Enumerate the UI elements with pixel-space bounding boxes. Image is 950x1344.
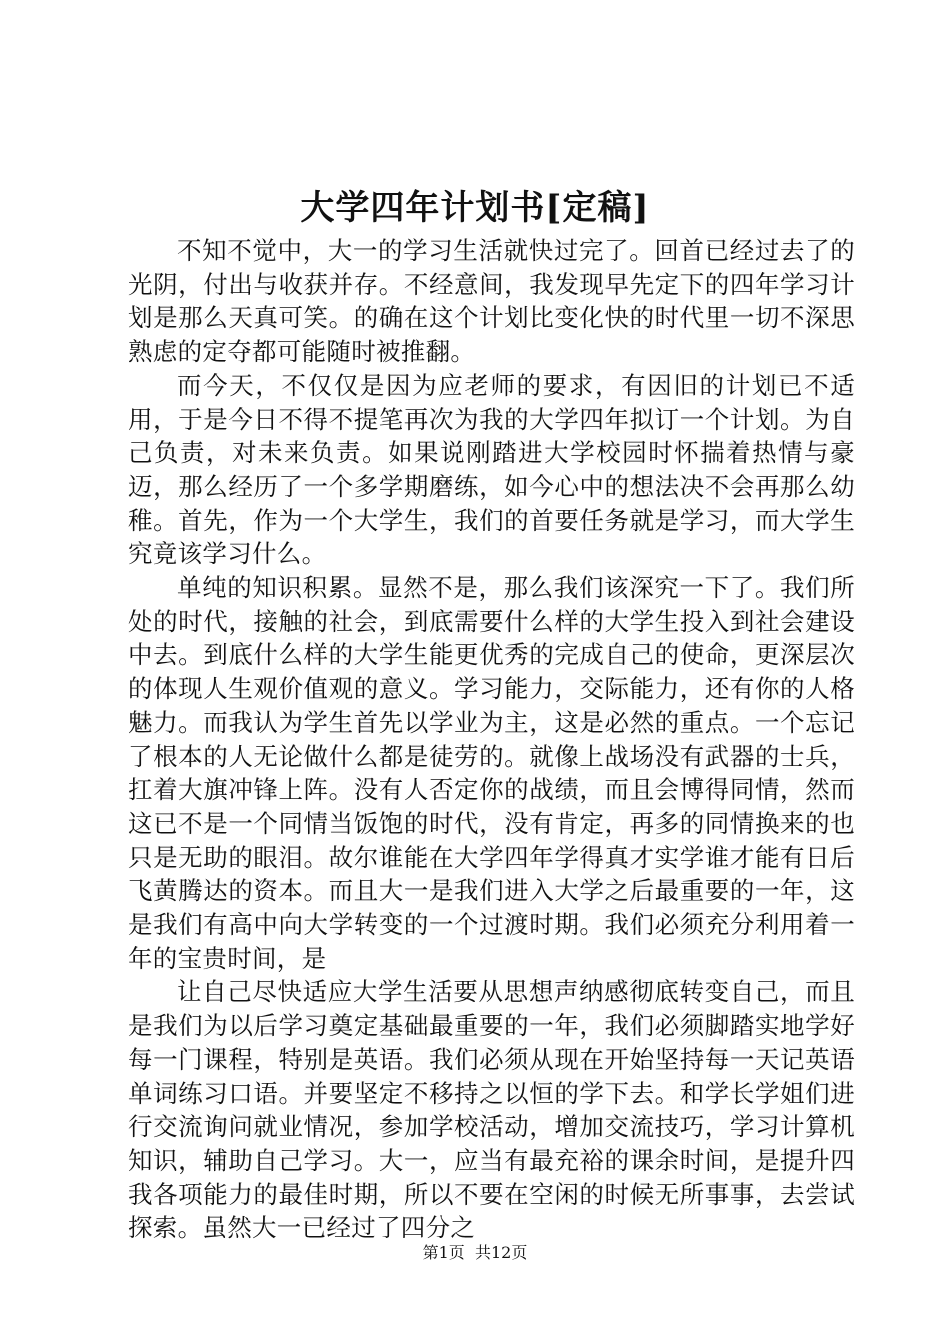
footer-separator (465, 1243, 475, 1262)
page-number: 第1页 (422, 1243, 465, 1262)
document-body (128, 234, 855, 1245)
document-title: 大学四年计划书[定稿] (300, 188, 650, 228)
paragraph-3: 单纯的知识积累。显然不是，那么我们该深究一下了。我们所处的时代，接触的社会，到底需要什么样的大学生投入到社会建设中去。到底什么样的大学生能更优秀的完成自己的使命，更深层次的体现人生观价值观的意义。学习能力，交际能力，还有你的人格魅力。而我认为学生首先以学业为主，这是必然的重点。一个忘记了根本的人无论做什么都是徒劳的。就像上战场没有武器的士兵，扛着大旗冲锋上阵。没有人否定你的战绩，而且会博得同情，然而这已不是一个同情当饭饱的时代，没有肯定，再多的同情换来的也只是无助的眼泪。故尔谁能在大学四年学得真才实学谁才能有日后飞黄腾达的资本。而且大一是我们进入大学之后最重要的一年，这是我们有高中向大学转变的一个过渡时期。我们必须充分利用着一年的宝贵时间，是 (128, 573, 855, 973)
paragraph-4: 让自己尽快适应大学生活要从思想声纳感彻底转变自己，而且是我们为以后学习奠定基础最重要的一年，我们必须脚踏实地学好每一门课程，特别是英语。我们必须从现在开始坚持每一天记英语单词练习口语。并要坚定不移持之以恒的学下去。和学长学姐们进行交流询问就业情况，参加学校活动，增加交流技巧，学习计算机知识，辅助自己学习。大一，应当有最充裕的课余时间，是提升四我各项能力的最佳时期，所以不要在空闲的时候无所事事，去尝试探索。虽然大一已经过了四分之 (128, 977, 855, 1243)
paragraph-2: 而今天，不仅仅是因为应老师的要求，有因旧的计划已不适用，于是今日不得不提笔再次为我的大学四年拟订一个计划。为自己负责，对未来负责。如果说刚踏进大学校园时怀揣着热情与豪迈，那么经历了一个多学期磨练，如今心中的想法决不会再那么幼稚。首先，作为一个大学生，我们的首要任务就是学习，而大学生究竟该学习什么。 (128, 370, 855, 569)
paragraph-1: 不知不觉中，大一的学习生活就快过完了。回首已经过去了的光阴，付出与收获并存。不经意间，我发现早先定下的四年学习计划是那么天真可笑。的确在这个计划比变化快的时代里一切不深思熟虑的定夺都可能随时被推翻。 (128, 236, 855, 367)
page-total: 共12页 (474, 1243, 528, 1262)
page-footer (0, 1242, 950, 1264)
